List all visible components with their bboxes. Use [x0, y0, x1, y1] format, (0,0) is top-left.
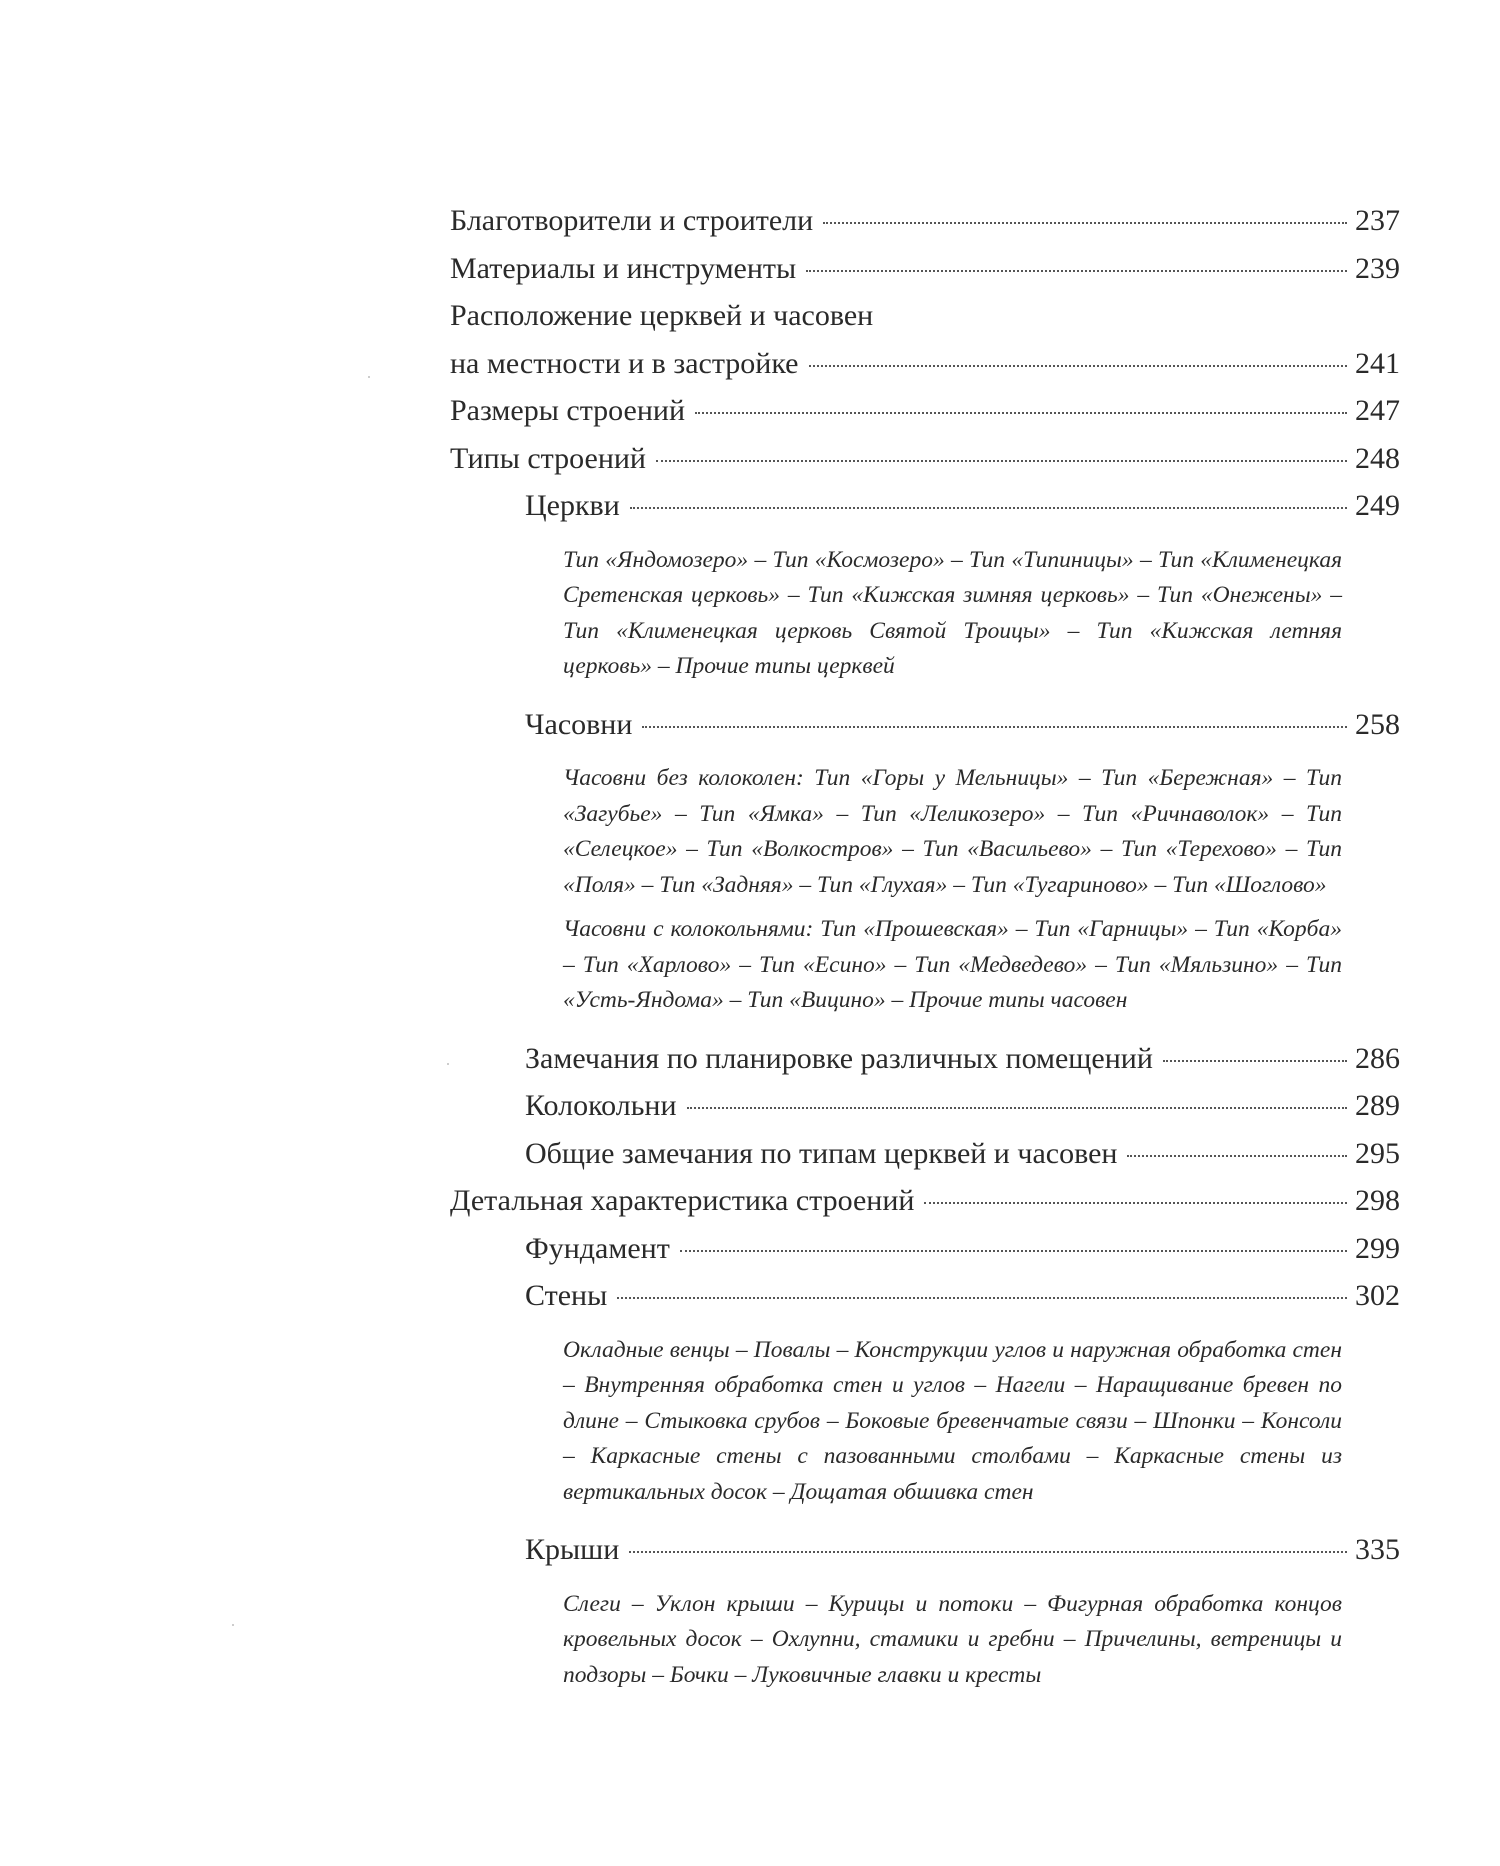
toc-entry-churches[interactable] — [450, 482, 1400, 530]
dot-leader — [642, 726, 1347, 728]
toc-entry-label: Часовни — [525, 707, 633, 741]
toc-entry-location-line2[interactable] — [450, 340, 1400, 388]
dot-leader — [695, 412, 1347, 414]
toc-entry-label: Размеры строений — [450, 394, 686, 427]
toc-entry-page: 302 — [1355, 1279, 1400, 1312]
toc-entry-walls[interactable] — [450, 1272, 1400, 1320]
toc-entry-page: 286 — [1355, 1041, 1400, 1075]
dot-leader — [823, 222, 1347, 224]
dot-leader — [809, 365, 1347, 367]
toc-entry-page: 247 — [1355, 394, 1400, 427]
dot-leader — [680, 1250, 1347, 1252]
toc-subtopics-chapels — [450, 761, 1400, 1019]
toc-entry-page: 299 — [1355, 1231, 1400, 1265]
toc-entry-bell-towers[interactable] — [450, 1082, 1400, 1130]
toc-entry-label: Детальная характеристика строений — [450, 1184, 915, 1217]
toc-entry-detailed[interactable] — [450, 1177, 1400, 1225]
subtopic-text: Тип «Яндомозеро» – Тип «Космозеро» – Тип «Типиницы» – Тип «Клименецкая Сретенская церковь» – Тип «Кижская зимняя церковь» – Тип «Онежены» – Тип «Клименецкая церковь Святой Троицы» – Тип «Кижская летняя церковь» – Прочие типы церквей — [563, 546, 1342, 679]
toc-entry-page: 258 — [1355, 707, 1400, 741]
toc-entry-benefactors[interactable] — [450, 197, 1400, 245]
toc-entry-label: Колокольни — [525, 1089, 677, 1122]
toc-entry-page: 248 — [1355, 441, 1400, 475]
toc-entry-label: Стены — [525, 1279, 608, 1312]
subtopic-text: Часовни с колокольнями: Тип «Прошевская» – Тип «Гарницы» – Тип «Корба» – Тип «Харлово» – Тип «Есино» – Тип «Медведево» – Тип «Мяльзино» – Тип «Усть-Яндома» – Тип «Вицино» – Прочие типы часовен — [563, 916, 1342, 1013]
toc-entry-label: Общие замечания по типам церквей и часовен — [525, 1136, 1118, 1170]
toc-entry-page: 295 — [1355, 1136, 1400, 1170]
toc-entry-planning-notes[interactable] — [450, 1035, 1400, 1083]
toc-entry-label: Церкви — [525, 489, 620, 522]
toc-entry-types[interactable] — [450, 435, 1400, 483]
toc-entry-label: Замечания по планировке различных помещений — [525, 1041, 1153, 1075]
toc-entry-foundation[interactable] — [450, 1225, 1400, 1273]
toc-entry-label: Благотворители и строители — [450, 204, 814, 237]
toc-entry-label: Крыши — [525, 1533, 620, 1566]
toc-entry-roofs[interactable] — [450, 1526, 1400, 1574]
toc-entry-label: Фундамент — [525, 1231, 670, 1265]
toc-subtopics-churches — [450, 543, 1400, 685]
toc-entry-page: 241 — [1355, 346, 1400, 380]
dot-leader — [1163, 1060, 1347, 1062]
toc-entry-page: 335 — [1355, 1533, 1400, 1566]
toc-entry-sizes[interactable] — [450, 387, 1400, 435]
toc-subtopics-walls — [450, 1333, 1400, 1511]
dot-leader — [924, 1202, 1347, 1204]
toc-entry-label: Материалы и инструменты — [450, 251, 797, 285]
toc-entry-materials[interactable] — [450, 245, 1400, 293]
toc-entry-label: на местности и в застройке — [450, 346, 799, 380]
dot-leader — [617, 1297, 1347, 1299]
toc-entry-general-notes[interactable] — [450, 1130, 1400, 1178]
toc-entry-page: 298 — [1355, 1184, 1400, 1217]
dot-leader — [806, 270, 1347, 272]
toc-entry-label: Типы строений — [450, 441, 646, 475]
subtopic-text: Окладные венцы – Повалы – Конструкции углов и наружная обработка стен – Внутренняя обработка стен и углов – Нагели – Наращивание бревен по длине – Стыковка срубов – Боковые бревенчатые связи – Шпонки – Консоли – Каркасные стены с пазованными столбами – Каркасные стены из вертикальных досок – Дощатая обшивка стен — [563, 1336, 1342, 1505]
table-of-contents — [450, 197, 1400, 1709]
toc-entry-page: 289 — [1355, 1089, 1400, 1122]
subtopic-text: Часовни без колоколен: Тип «Горы у Мельницы» – Тип «Бережная» – Тип «Загубье» – Тип «Ямка» – Тип «Леликозеро» – Тип «Ричнаволок» – Тип «Селецкое» – Тип «Волкостров» – Тип «Васильево» – Тип «Терехово» – Тип «Поля» – Тип «Задняя» – Тип «Глухая» – Тип «Тугариново» – Тип «Шоглово» — [563, 765, 1342, 898]
subtopic-text: Слеги – Уклон крыши – Курицы и потоки – Фигурная обработка концов кровельных досок – Охлупни, стамики и гребни – Причелины, ветреницы и подзоры – Бочки – Луковичные главки и кресты — [563, 1590, 1342, 1688]
toc-entry-page: 239 — [1355, 251, 1400, 285]
dot-leader — [629, 1551, 1347, 1553]
dot-leader — [630, 507, 1347, 509]
dot-leader — [687, 1107, 1347, 1109]
toc-entry-location-line1[interactable] — [450, 292, 1400, 340]
toc-entry-page: 237 — [1355, 204, 1400, 237]
toc-subtopics-roofs — [450, 1587, 1400, 1694]
toc-entry-chapels[interactable] — [450, 701, 1400, 749]
dot-leader — [1127, 1155, 1347, 1157]
toc-entry-label: Расположение церквей и часовен — [450, 299, 874, 332]
dot-leader — [656, 460, 1347, 462]
toc-entry-page: 249 — [1355, 489, 1400, 522]
